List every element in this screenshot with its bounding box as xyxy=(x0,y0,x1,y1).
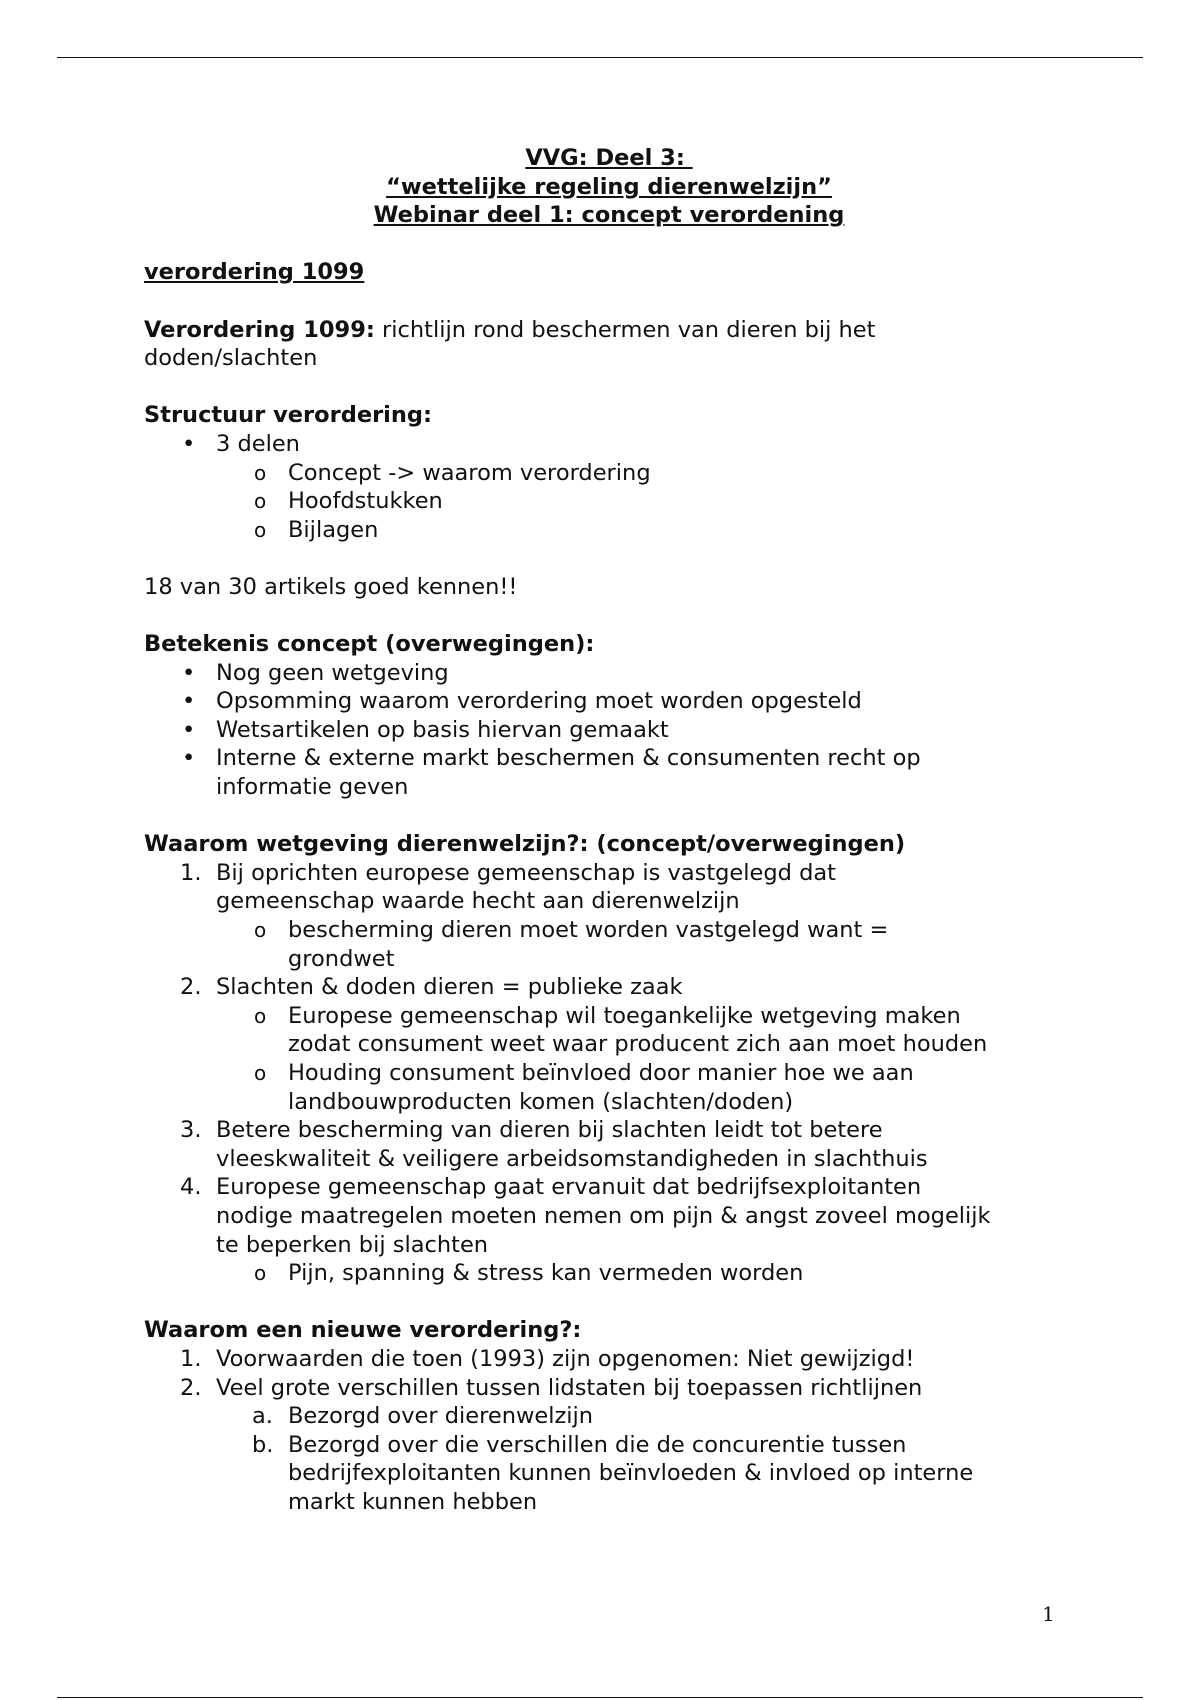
list-item: • Wetsartikelen op basis hiervan gemaakt xyxy=(182,716,669,743)
nieuwe-verordering-heading: Waarom een nieuwe verordering?: xyxy=(144,1317,582,1344)
list-item: • Opsomming waarom verordering moet worden opgesteld xyxy=(182,688,862,715)
list-item: 1. Voorwaarden die toen (1993) zijn opgenomen: Niet gewijzigd! xyxy=(180,1345,915,1372)
list-subitem: o Concept -> waarom verordering xyxy=(254,459,651,486)
title-line-1: VVG: Deel 3: xyxy=(525,145,693,171)
nieuwe-verordering-list xyxy=(144,1345,1074,1517)
page-number: 1 xyxy=(1042,1602,1055,1626)
list-subitem: o Europese gemeenschap wil toegankelijke wetgeving maken zodat consument weet waar producent zich aan moet houden xyxy=(254,1002,988,1058)
list-item: 3. Betere bescherming van dieren bij slachten leidt tot betere vleeskwaliteit & veiligere arbeidsomstandigheden in slachthuis xyxy=(180,1117,928,1172)
list-subitem: o Houding consument beïnvloed door manier hoe we aan landbouwproducten komen (slachten/doden) xyxy=(254,1060,914,1115)
bottom-rule xyxy=(57,1697,1143,1698)
definition-text: richtlijn rond beschermen van dieren bij het xyxy=(374,316,876,343)
document-title xyxy=(144,144,1074,230)
waarom-wetgeving-list xyxy=(144,859,1074,1288)
waarom-wetgeving-heading: Waarom wetgeving dierenwelzijn?: (concept/overwegingen) xyxy=(144,831,906,858)
list-item: 2. Slachten & doden dieren = publieke zaak xyxy=(180,974,683,1001)
section-heading: verordering 1099 xyxy=(144,259,365,286)
note-text: 18 van 30 artikels goed kennen!! xyxy=(144,573,518,600)
list-subitem: o Bijlagen xyxy=(254,516,379,543)
list-subitem: b. Bezorgd over die verschillen die de concurentie tussen bedrijfexploitanten kunnen beïnvloeden & invloed op interne markt kunnen hebben xyxy=(252,1431,974,1515)
list-subitem: o Hoofdstukken xyxy=(254,488,443,515)
list-item: 4. Europese gemeenschap gaat ervanuit dat bedrijfsexploitanten nodige maatregelen moeten nemen om pijn & angst zoveel mogelijk te beperken bij slachten xyxy=(180,1174,991,1258)
title-line-3: Webinar deel 1: concept verordening xyxy=(373,202,845,229)
list-item: 2. Veel grote verschillen tussen lidstaten bij toepassen richtlijnen xyxy=(180,1374,923,1401)
structuur-list xyxy=(144,430,1074,544)
definition-term: Verordering 1099: xyxy=(144,316,375,343)
list-item: • Nog geen wetgeving xyxy=(182,659,449,686)
document-body xyxy=(144,144,1074,1517)
definition-text-cont: doden/slachten xyxy=(144,345,318,372)
list-item: • 3 delen xyxy=(182,430,300,457)
title-line-2: “wettelijke regeling dierenwelzijn” xyxy=(386,173,832,200)
betekenis-list xyxy=(144,659,1074,802)
list-subitem: o Pijn, spanning & stress kan vermeden worden xyxy=(254,1260,804,1287)
list-subitem: o bescherming dieren moet worden vastgelegd want = grondwet xyxy=(254,917,889,972)
list-item: • Interne & externe markt beschermen & consumenten recht op informatie geven xyxy=(182,745,921,801)
top-rule xyxy=(57,57,1143,58)
betekenis-heading: Betekenis concept (overwegingen): xyxy=(144,631,595,658)
list-item: 1. Bij oprichten europese gemeenschap is vastgelegd dat gemeenschap waarde hecht aan dierenwelzijn xyxy=(180,859,836,915)
list-subitem: a. Bezorgd over dierenwelzijn xyxy=(252,1403,594,1430)
structuur-heading: Structuur verordering: xyxy=(144,402,433,429)
definition-paragraph xyxy=(144,316,1074,373)
